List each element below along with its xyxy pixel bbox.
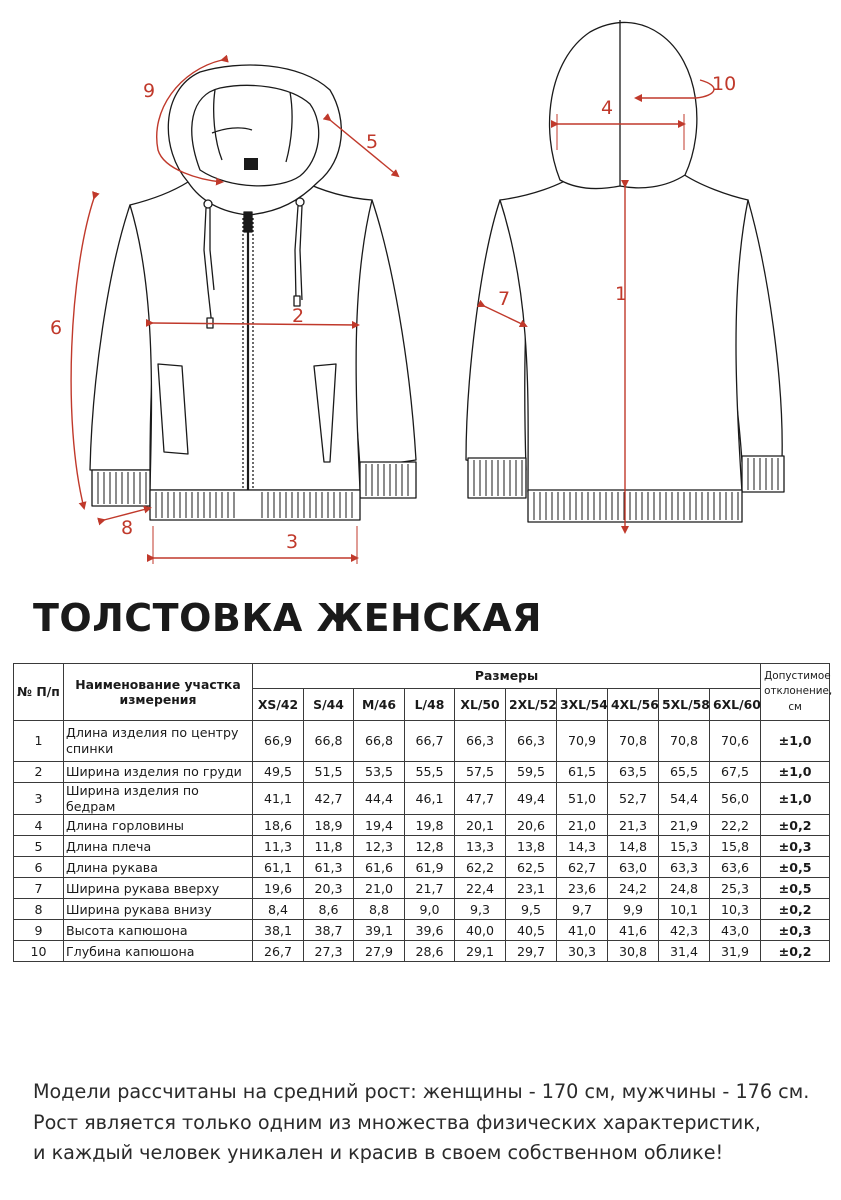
value-cell: 24,2: [608, 878, 659, 899]
value-cell: 49,5: [253, 762, 304, 783]
front-hood-opening: [192, 85, 319, 185]
size-header-cell: 5XL/58: [659, 689, 710, 721]
back-waistband: [528, 490, 742, 522]
value-cell: 10,1: [659, 899, 710, 920]
value-cell: 66,7: [405, 721, 455, 762]
value-cell: 63,6: [710, 857, 761, 878]
value-cell: 31,9: [710, 941, 761, 962]
tolerance-cell: ±0,5: [761, 878, 830, 899]
row-number-cell: 9: [14, 920, 64, 941]
hoodie-measurement-diagram: [0, 0, 841, 570]
value-cell: 30,8: [608, 941, 659, 962]
size-header-cell: 3XL/54: [557, 689, 608, 721]
label-1: 1: [615, 283, 628, 305]
label-2: 2: [292, 305, 305, 327]
value-cell: 20,3: [304, 878, 354, 899]
row-number-cell: 5: [14, 836, 64, 857]
value-cell: 12,3: [354, 836, 405, 857]
value-cell: 9,3: [455, 899, 506, 920]
table-row: [14, 920, 830, 941]
back-body: [500, 172, 748, 492]
value-cell: 61,5: [557, 762, 608, 783]
size-header-cell: 2XL/52: [506, 689, 557, 721]
arrow-shoulder: [330, 120, 398, 176]
value-cell: 66,8: [304, 721, 354, 762]
value-cell: 11,8: [304, 836, 354, 857]
value-cell: 9,0: [405, 899, 455, 920]
value-cell: 21,0: [557, 815, 608, 836]
row-number-cell: 1: [14, 721, 64, 762]
value-cell: 15,3: [659, 836, 710, 857]
value-cell: 54,4: [659, 783, 710, 815]
page-title: ТОЛСТОВКА ЖЕНСКАЯ: [33, 596, 542, 640]
table-row: [14, 878, 830, 899]
value-cell: 9,9: [608, 899, 659, 920]
value-cell: 65,5: [659, 762, 710, 783]
value-cell: 42,7: [304, 783, 354, 815]
label-10: 10: [712, 73, 737, 95]
value-cell: 56,0: [710, 783, 761, 815]
value-cell: 18,6: [253, 815, 304, 836]
size-header-cell: 6XL/60: [710, 689, 761, 721]
value-cell: 70,8: [659, 721, 710, 762]
row-name-cell: Ширина изделия по груди: [64, 762, 253, 783]
label-8: 8: [121, 517, 134, 539]
value-cell: 22,4: [455, 878, 506, 899]
row-name-cell: Высота капюшона: [64, 920, 253, 941]
value-cell: 12,8: [405, 836, 455, 857]
row-number-cell: 4: [14, 815, 64, 836]
row-name-cell: Ширина рукава вверху: [64, 878, 253, 899]
row-number-cell: 7: [14, 878, 64, 899]
value-cell: 29,1: [455, 941, 506, 962]
table-row: [14, 783, 830, 815]
value-cell: 38,7: [304, 920, 354, 941]
value-cell: 47,7: [455, 783, 506, 815]
front-left-cuff: [92, 470, 150, 506]
table-row: [14, 857, 830, 878]
header-measurement-name: Наименование участка измерения: [64, 664, 253, 721]
value-cell: 53,5: [354, 762, 405, 783]
tolerance-cell: ±0,2: [761, 941, 830, 962]
value-cell: 22,2: [710, 815, 761, 836]
label-6: 6: [50, 317, 63, 339]
value-cell: 61,1: [253, 857, 304, 878]
tolerance-cell: ±1,0: [761, 721, 830, 762]
label-4: 4: [601, 97, 614, 119]
row-name-cell: Длина плеча: [64, 836, 253, 857]
row-name-cell: Глубина капюшона: [64, 941, 253, 962]
header-number: № П/п: [14, 664, 64, 721]
size-header-cell: XS/42: [253, 689, 304, 721]
row-name-cell: Длина изделия по центру спинки: [64, 721, 253, 762]
value-cell: 8,6: [304, 899, 354, 920]
value-cell: 70,9: [557, 721, 608, 762]
value-cell: 40,5: [506, 920, 557, 941]
table-row: [14, 721, 830, 762]
row-name-cell: Длина рукава: [64, 857, 253, 878]
row-name-cell: Длина горловины: [64, 815, 253, 836]
value-cell: 70,8: [608, 721, 659, 762]
value-cell: 63,5: [608, 762, 659, 783]
size-header-cell: L/48: [405, 689, 455, 721]
value-cell: 9,5: [506, 899, 557, 920]
value-cell: 41,6: [608, 920, 659, 941]
value-cell: 23,6: [557, 878, 608, 899]
header-tolerance: Допустимое отклонение, см: [761, 664, 830, 721]
value-cell: 61,9: [405, 857, 455, 878]
value-cell: 61,6: [354, 857, 405, 878]
value-cell: 42,3: [659, 920, 710, 941]
tolerance-cell: ±0,3: [761, 920, 830, 941]
value-cell: 51,0: [557, 783, 608, 815]
table-header-row: [14, 664, 830, 689]
row-name-cell: Ширина изделия по бедрам: [64, 783, 253, 815]
row-name-cell: Ширина рукава внизу: [64, 899, 253, 920]
tolerance-cell: ±0,2: [761, 899, 830, 920]
value-cell: 62,7: [557, 857, 608, 878]
value-cell: 51,5: [304, 762, 354, 783]
value-cell: 62,5: [506, 857, 557, 878]
back-left-cuff: [468, 458, 526, 498]
size-chart-table: [13, 663, 833, 962]
row-number-cell: 8: [14, 899, 64, 920]
value-cell: 19,4: [354, 815, 405, 836]
value-cell: 39,1: [354, 920, 405, 941]
tolerance-cell: ±1,0: [761, 762, 830, 783]
value-cell: 55,5: [405, 762, 455, 783]
value-cell: 57,5: [455, 762, 506, 783]
value-cell: 39,6: [405, 920, 455, 941]
value-cell: 15,8: [710, 836, 761, 857]
value-cell: 66,8: [354, 721, 405, 762]
value-cell: 8,8: [354, 899, 405, 920]
value-cell: 66,3: [455, 721, 506, 762]
row-number-cell: 10: [14, 941, 64, 962]
table-row: [14, 941, 830, 962]
size-header-cell: M/46: [354, 689, 405, 721]
value-cell: 27,9: [354, 941, 405, 962]
value-cell: 59,5: [506, 762, 557, 783]
row-number-cell: 2: [14, 762, 64, 783]
value-cell: 13,3: [455, 836, 506, 857]
header-sizes: Размеры: [253, 664, 761, 689]
value-cell: 66,3: [506, 721, 557, 762]
label-7: 7: [498, 288, 511, 310]
value-cell: 30,3: [557, 941, 608, 962]
value-cell: 46,1: [405, 783, 455, 815]
value-cell: 43,0: [710, 920, 761, 941]
value-cell: 14,8: [608, 836, 659, 857]
back-hood: [550, 22, 697, 188]
value-cell: 25,3: [710, 878, 761, 899]
value-cell: 26,7: [253, 941, 304, 962]
value-cell: 70,6: [710, 721, 761, 762]
value-cell: 66,9: [253, 721, 304, 762]
value-cell: 63,3: [659, 857, 710, 878]
value-cell: 29,7: [506, 941, 557, 962]
label-9: 9: [143, 80, 156, 102]
value-cell: 67,5: [710, 762, 761, 783]
value-cell: 9,7: [557, 899, 608, 920]
tolerance-cell: ±0,5: [761, 857, 830, 878]
value-cell: 18,9: [304, 815, 354, 836]
value-cell: 21,7: [405, 878, 455, 899]
value-cell: 19,6: [253, 878, 304, 899]
value-cell: 20,6: [506, 815, 557, 836]
tolerance-cell: ±1,0: [761, 783, 830, 815]
value-cell: 21,3: [608, 815, 659, 836]
value-cell: 61,3: [304, 857, 354, 878]
label-5: 5: [366, 131, 379, 153]
value-cell: 31,4: [659, 941, 710, 962]
value-cell: 40,0: [455, 920, 506, 941]
table-row: [14, 899, 830, 920]
tolerance-cell: ±0,3: [761, 836, 830, 857]
value-cell: 14,3: [557, 836, 608, 857]
tolerance-cell: ±0,2: [761, 815, 830, 836]
value-cell: 20,1: [455, 815, 506, 836]
value-cell: 38,1: [253, 920, 304, 941]
value-cell: 41,1: [253, 783, 304, 815]
label-3: 3: [286, 531, 299, 553]
value-cell: 21,0: [354, 878, 405, 899]
value-cell: 28,6: [405, 941, 455, 962]
value-cell: 27,3: [304, 941, 354, 962]
value-cell: 21,9: [659, 815, 710, 836]
size-header-cell: 4XL/56: [608, 689, 659, 721]
value-cell: 52,7: [608, 783, 659, 815]
note-line-1: Модели рассчитаны на средний рост: женщины - 170 см, мужчины - 176 см.: [33, 1080, 810, 1103]
size-header-cell: XL/50: [455, 689, 506, 721]
table-row: [14, 836, 830, 857]
table-row: [14, 815, 830, 836]
value-cell: 63,0: [608, 857, 659, 878]
size-header-cell: S/44: [304, 689, 354, 721]
value-cell: 8,4: [253, 899, 304, 920]
value-cell: 62,2: [455, 857, 506, 878]
note-line-2: Рост является только одним из множества физических характеристик,: [33, 1111, 761, 1134]
value-cell: 24,8: [659, 878, 710, 899]
value-cell: 23,1: [506, 878, 557, 899]
table-row: [14, 762, 830, 783]
row-number-cell: 6: [14, 857, 64, 878]
value-cell: 41,0: [557, 920, 608, 941]
value-cell: 19,8: [405, 815, 455, 836]
note-line-3: и каждый человек уникален и красив в своем собственном облике!: [33, 1141, 724, 1164]
value-cell: 44,4: [354, 783, 405, 815]
value-cell: 10,3: [710, 899, 761, 920]
value-cell: 13,8: [506, 836, 557, 857]
value-cell: 49,4: [506, 783, 557, 815]
row-number-cell: 3: [14, 783, 64, 815]
value-cell: 11,3: [253, 836, 304, 857]
